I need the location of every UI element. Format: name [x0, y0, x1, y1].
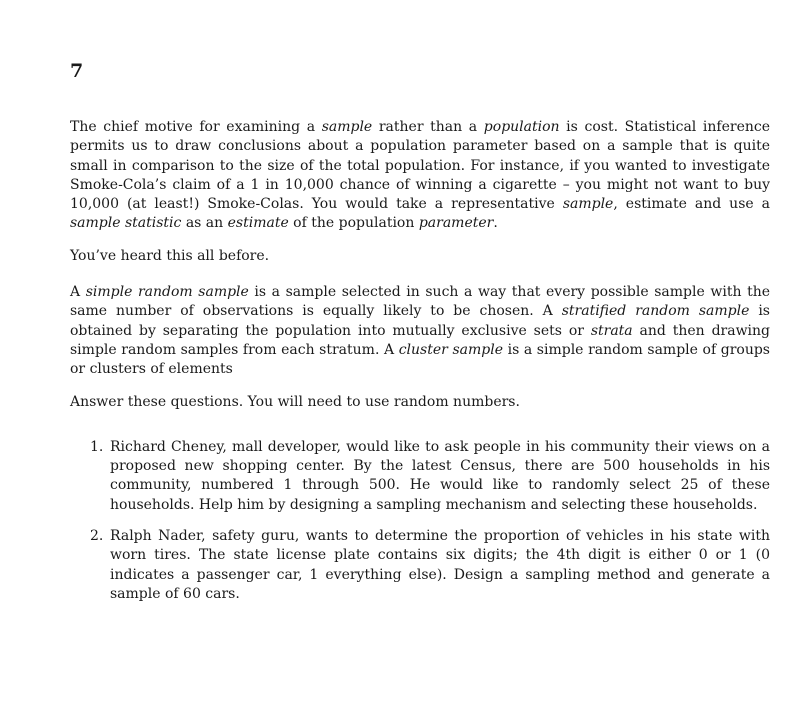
text-run: is a simple random sample of groups or clusters of elements: [70, 341, 770, 378]
question-text: Richard Cheney, mall developer, would like to ask people in his community their views on a proposed new shopping center. By the latest Census, there are 500 households in his community, numbered 1 through 500. He would like to randomly select 25 of these households. Help him by designing a sampling mechanism and selecting these households.: [110, 438, 770, 513]
text-run: is cost. Statistical inference permits us to draw conclusions about a population parameter based on a sample that is quite small in comparison to the size of the total population. For instance, if you wanted to investigate Smoke-Cola’s claim of a 1 in 10,000 chance of winning a cigarette – you might not want to buy 10,000 (at least!) Smoke-Colas. You would take a representative: [70, 119, 771, 213]
emphasis-parameter: parameter: [418, 215, 494, 232]
emphasis-estimate: estimate: [227, 215, 289, 232]
text-run: and then drawing simple random samples from each stratum. A: [70, 322, 771, 358]
text-run: rather than a: [372, 119, 484, 135]
text-run: .: [493, 215, 498, 232]
document-body: [70, 118, 770, 616]
emphasis-sample-statistic: sample statistic: [70, 215, 182, 232]
emphasis-sample: sample: [562, 196, 614, 213]
text-run: A: [70, 284, 86, 301]
paragraph-sampling-motive: [70, 118, 770, 234]
text-run: as an: [181, 215, 228, 232]
text-run: is a sample selected in such a way that every possible sample with the same number of observations is equally likely to be chosen. A: [70, 284, 770, 320]
page-number: 7: [70, 60, 84, 82]
question-list: [70, 438, 770, 604]
paragraph-instructions: Answer these questions. You will need to use random numbers.: [70, 393, 520, 410]
question-item: [90, 527, 770, 604]
text-run: of the population: [288, 215, 419, 232]
emphasis-stratified-random-sample: stratified random sample: [561, 303, 750, 320]
emphasis-simple-random-sample: simple random sample: [85, 284, 249, 301]
text-run: is obtained by separating the population into mutually exclusive sets or: [70, 303, 770, 339]
text-run: , estimate and use a: [613, 196, 771, 213]
paragraph-heard-before: You’ve heard this all before.: [70, 247, 270, 264]
question-text: Ralph Nader, safety guru, wants to determine the proportion of vehicles in his state with worn tires. The state license plate contains six digits; the 4th digit is either 0 or 1 (0 indicates a passenger car, 1 everything else). Design a sampling method and generate a sample of 60 cars.: [110, 528, 770, 602]
paragraph-sample-definitions: [70, 283, 770, 379]
emphasis-cluster-sample: cluster sample: [398, 341, 503, 358]
emphasis-sample: sample: [321, 119, 373, 135]
question-number: 1.: [90, 438, 104, 455]
emphasis-strata: strata: [590, 322, 633, 339]
text-run: The chief motive for examining a: [70, 119, 322, 135]
question-item: [90, 438, 770, 515]
emphasis-population: population: [483, 119, 560, 135]
question-number: 2.: [90, 528, 104, 545]
